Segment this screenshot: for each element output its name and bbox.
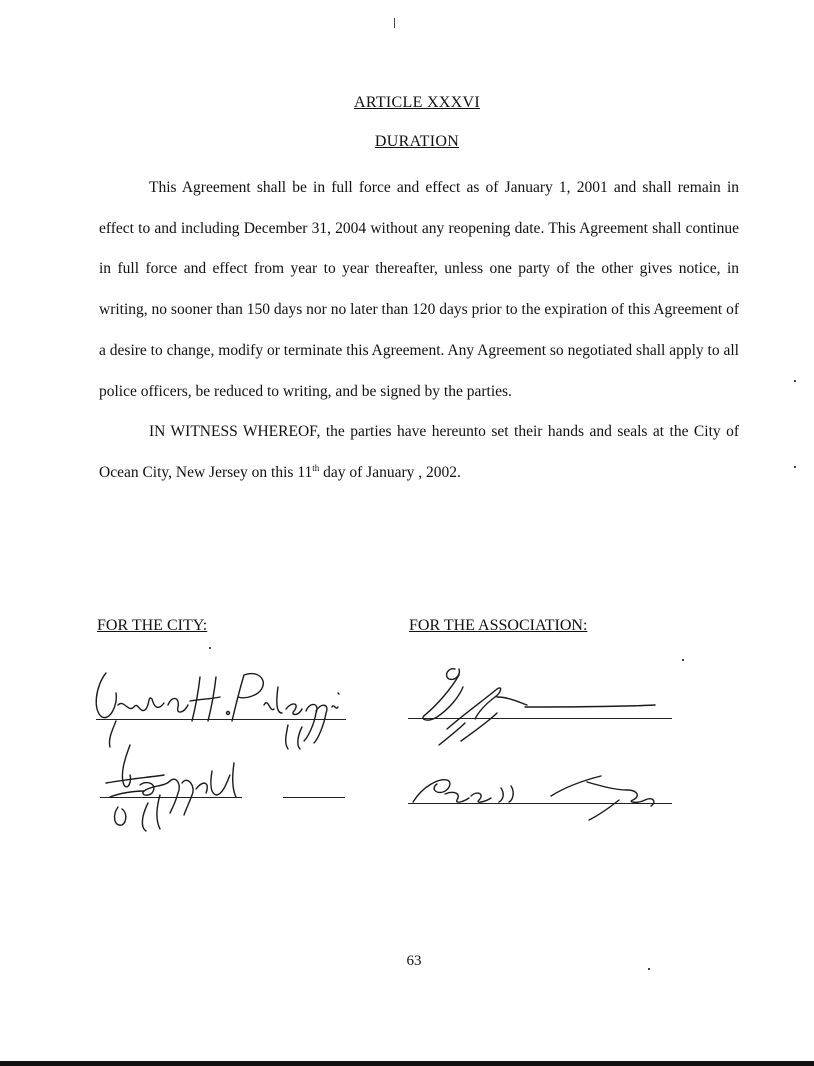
association-signature-2	[405, 760, 675, 830]
city-signature-label: FOR THE CITY:	[97, 617, 208, 634]
association-signature-1	[405, 655, 675, 755]
scan-speck	[682, 659, 684, 661]
scan-speck	[394, 18, 395, 28]
city-signature-2	[100, 735, 270, 840]
association-signature-label: FOR THE ASSOCIATION:	[409, 617, 588, 634]
body-text	[99, 168, 739, 494]
witness-paragraph	[99, 412, 739, 493]
witness-text-end: day of January , 2002.	[319, 463, 461, 481]
city-signature-blank-line	[283, 797, 345, 798]
page-number: 63	[406, 953, 422, 969]
scan-speck	[209, 647, 211, 649]
scan-speck	[794, 380, 796, 382]
section-title: DURATION	[374, 133, 460, 150]
duration-paragraph: This Agreement shall be in full force and effect as of January 1, 2001 and shall remain in effect to and including December 31, 2004 without any reopening date. This Agreement shall continue in full force and effect from year to year thereafter, unless one party of the other gives notice, in writing, no sooner than 150 days nor no later than 120 days prior to the expiration of this Agreement of a desire to change, modify or terminate this Agreement. Any Agreement so negotiated shall apply to all police officers, be reduced to writing, and be signed by the parties.	[99, 179, 739, 400]
witness-text-start: IN WITNESS WHEREOF, the parties have hereunto set their hands and seals at the City of Ocean City, New Jersey on this	[99, 423, 739, 481]
article-title: ARTICLE XXXVI	[353, 94, 481, 111]
bottom-scan-border	[0, 1061, 814, 1066]
witness-day-number: 11	[297, 463, 313, 481]
witness-day-suffix: th	[312, 462, 320, 473]
scan-speck	[794, 466, 796, 468]
scan-speck	[648, 968, 650, 970]
